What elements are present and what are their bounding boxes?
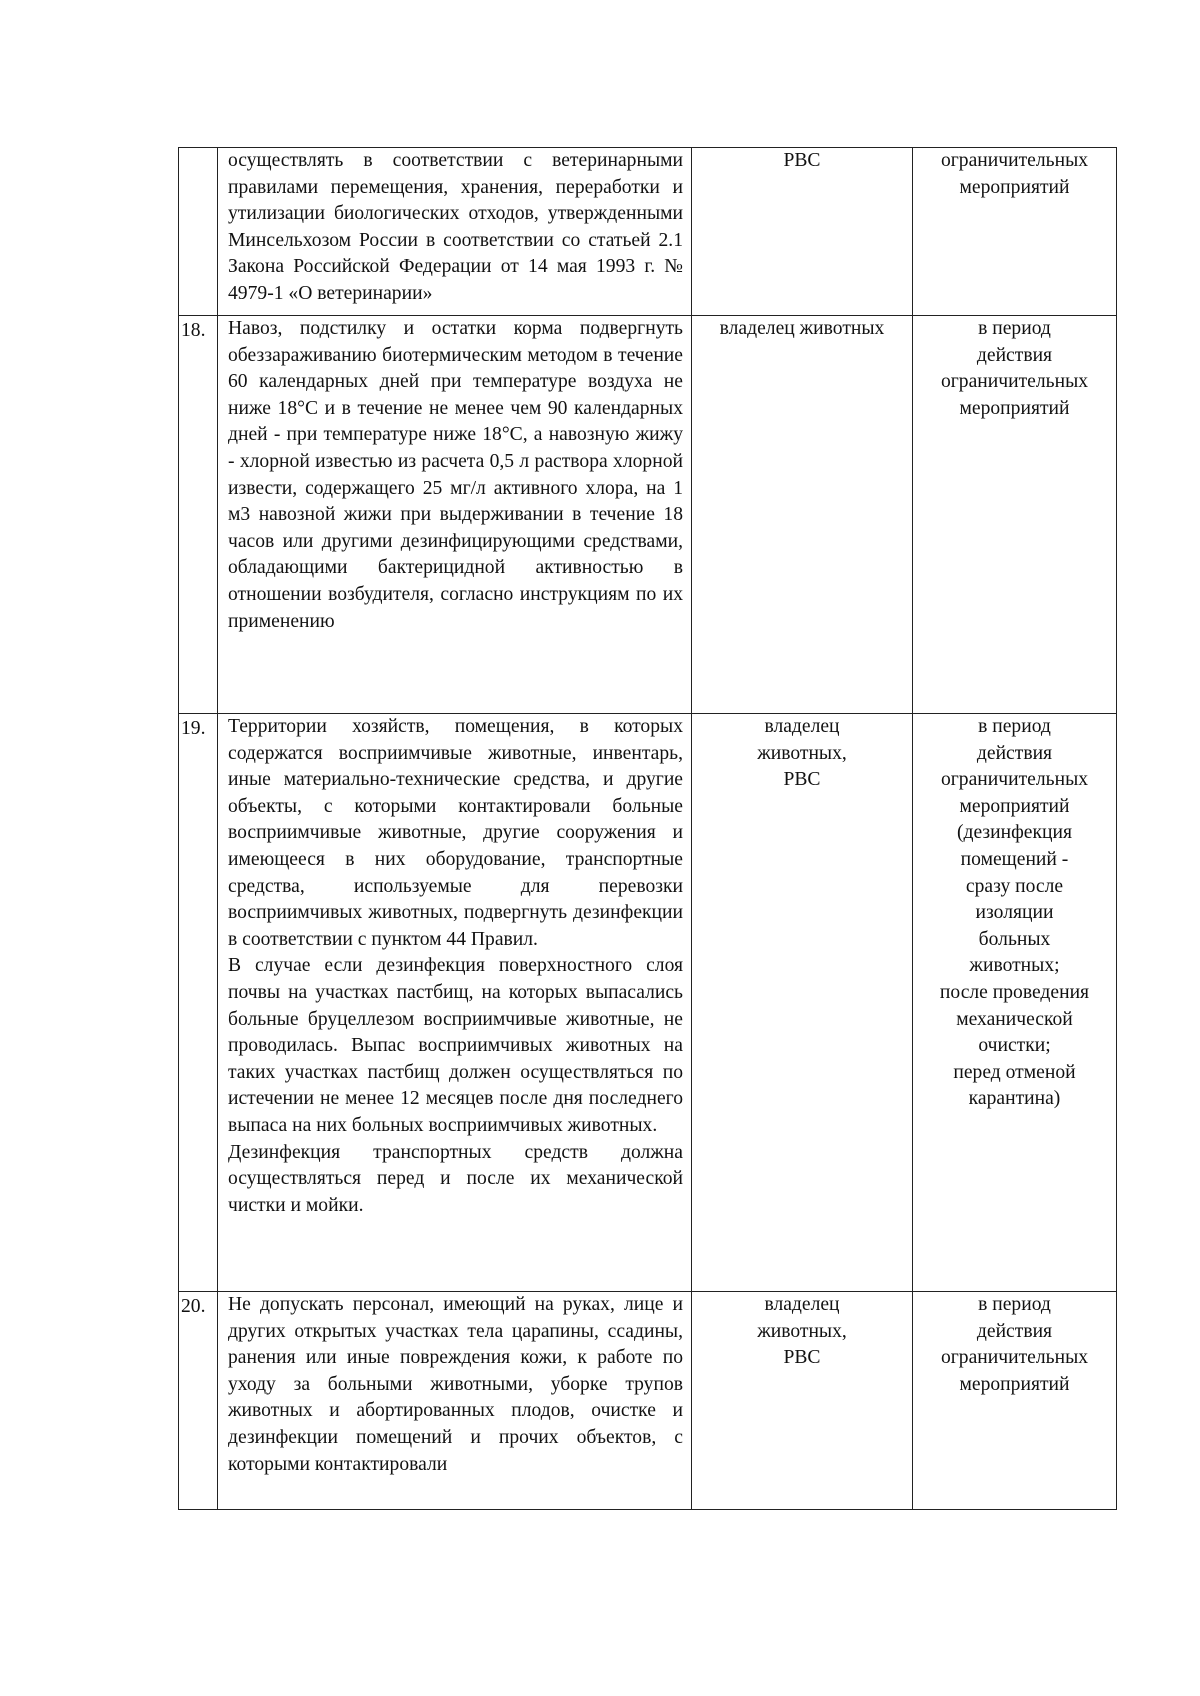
- responsible-line: владелец животных: [719, 318, 885, 339]
- term-line: мероприятий: [959, 795, 1070, 817]
- responsible-line: владелец: [764, 1294, 840, 1315]
- term-line: карантина): [968, 1088, 1061, 1110]
- term-cell: [913, 714, 1117, 1292]
- term-line: изоляции: [975, 902, 1054, 924]
- term-line: ограничительных: [940, 150, 1089, 171]
- responsible-cell: [692, 714, 913, 1292]
- responsible-line: животных,: [757, 1320, 847, 1342]
- term-line: мероприятий: [959, 397, 1070, 419]
- responsible-line: РВС: [783, 1347, 821, 1369]
- term-line: в период: [978, 716, 1051, 737]
- term-line: ограничительных: [940, 371, 1089, 393]
- term-line: мероприятий: [959, 1373, 1070, 1395]
- table-row: [179, 316, 1117, 714]
- term-line: мероприятий: [959, 176, 1070, 198]
- term-line: (дезинфекция: [956, 822, 1073, 844]
- term-line: ограничительных: [940, 769, 1089, 791]
- term-line: помещений -: [960, 848, 1069, 870]
- responsible-line: животных,: [757, 742, 847, 764]
- term-line: после проведения: [939, 981, 1090, 1003]
- measure-paragraph: Не допускать персонал, имеющий на руках, лице и других открытых участках тела царапины, ссадины, ранения или иные повреждения кожи, к работе по уходу за больными животными, уборке трупов животных и абортированных плодов, очистке и дезинфекции помещений и прочих объектов, с которыми контактировали: [228, 1294, 683, 1475]
- measure-text: [218, 148, 692, 316]
- table-row: [179, 714, 1117, 1292]
- responsible-line: РВС: [783, 150, 821, 171]
- term-cell: [913, 316, 1117, 714]
- table-row: [179, 1292, 1117, 1510]
- responsible-cell: [692, 1292, 913, 1510]
- responsible-line: РВС: [783, 769, 821, 791]
- row-number: 20.: [179, 1292, 218, 1510]
- term-line: действия: [976, 742, 1053, 764]
- measure-paragraph: В случае если дезинфекция поверхностного слоя почвы на участках пастбищ, на которых выпасались больные бруцеллезом восприимчивые животные, не проводилась. Выпас восприимчивых животных на таких участках пастбищ должен осуществляться по истечении не менее 12 месяцев после дня последнего выпаса на них больных восприимчивых животных.: [228, 955, 683, 1136]
- term-line: действия: [976, 1320, 1053, 1342]
- term-line: больных: [978, 928, 1051, 950]
- table-body: [179, 148, 1117, 1510]
- term-line: ограничительных: [940, 1347, 1089, 1369]
- term-cell: [913, 1292, 1117, 1510]
- measure-paragraph: Территории хозяйств, помещения, в которых содержатся восприимчивые животные, инвентарь, иные материально-технические средства, и другие объекты, с которыми контактировали больные восприимчивые животные, другие сооружения и имеющееся в них оборудование, транспортные средства, используемые для перевозки восприимчивых животных, подвергнуть дезинфекции в соответствии с пунктом 44 Правил.: [228, 716, 683, 950]
- term-line: перед отменой: [953, 1061, 1076, 1083]
- row-number: 19.: [179, 714, 218, 1292]
- term-line: животных;: [969, 955, 1060, 977]
- measure-paragraph: осуществлять в соответствии с ветеринарными правилами перемещения, хранения, переработки и утилизации биологических отходов, утвержденными Минсельхозом России в соответствии со статьей 2.1 Закона Российской Федерации от 14 мая 1993 г. № 4979-1 «О ветеринарии»: [228, 150, 683, 304]
- term-line: действия: [976, 344, 1053, 366]
- term-cell: [913, 148, 1117, 316]
- measures-table: [178, 147, 1117, 1510]
- table-row: [179, 148, 1117, 316]
- measure-text: [218, 316, 692, 714]
- term-line: сразу после: [965, 875, 1064, 897]
- measure-text: [218, 714, 692, 1292]
- term-line: в период: [978, 318, 1051, 339]
- measure-paragraph: Дезинфекция транспортных средств должна осуществляться перед и после их механической чистки и мойки.: [228, 1141, 683, 1216]
- measure-paragraph: Навоз, подстилку и остатки корма подвергнуть обеззараживанию биотермическим методом в течение 60 календарных дней при температуре воздуха не ниже 18°С и в течение не менее чем 90 календарных дней - при температуре ниже 18°С, а навозную жижу - хлорной известью из расчета 0,5 л раствора хлорной извести, содержащего 25 мг/л активного хлора, на 1 м3 навозной жижи при выдерживании в течение 18 часов или другими дезинфицирующими средствами, обладающими бактерицидной активностью в отношении возбудителя, согласно инструкциям по их применению: [228, 318, 683, 632]
- row-number: [179, 148, 218, 316]
- term-line: в период: [978, 1294, 1051, 1315]
- term-line: механической: [956, 1008, 1073, 1030]
- responsible-cell: [692, 316, 913, 714]
- term-line: очистки;: [978, 1035, 1051, 1057]
- responsible-cell: [692, 148, 913, 316]
- row-number: 18.: [179, 316, 218, 714]
- responsible-line: владелец: [764, 716, 840, 737]
- measure-text: [218, 1292, 692, 1510]
